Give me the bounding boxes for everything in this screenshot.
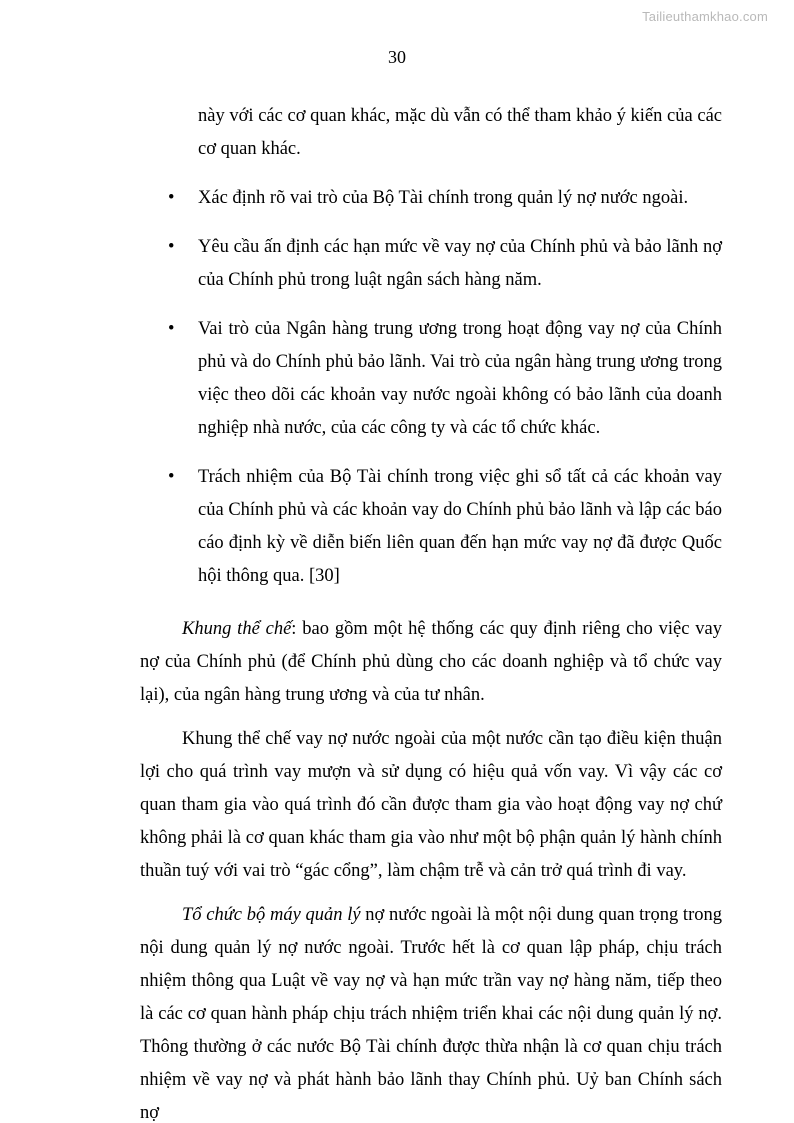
spacer <box>140 593 722 613</box>
paragraph-to-chuc-rest: nợ nước ngoài là một nội dung quan trọng trong nội dung quản lý nợ nước ngoài. Trước hết là cơ quan lập pháp, chịu trách nhiệm thông qua Luật về vay nợ và hạn mức trần vay nợ hàng năm, tiếp theo là các cơ quan hành pháp chịu trách nhiệm triển khai các nội dung quản lý nợ. Thông thường ở các nước Bộ Tài chính được thừa nhận là cơ quan chịu trách nhiệm về vay nợ và phát hành bảo lãnh thay Chính phủ. Uỷ ban Chính sách nợ <box>140 905 722 1123</box>
spacer <box>140 166 722 182</box>
watermark-text: Tailieuthamkhao.com <box>642 9 768 24</box>
list-item <box>140 313 722 445</box>
spacer <box>140 712 722 723</box>
list-item-text: Xác định rõ vai trò của Bộ Tài chính trong quản lý nợ nước ngoài. <box>198 188 689 208</box>
bullet-list <box>140 182 722 593</box>
page-number: 30 <box>388 47 406 67</box>
page-content <box>140 100 722 1123</box>
list-item <box>140 461 722 593</box>
bullet-icon: • <box>168 467 175 487</box>
term-to-chuc-bo-may: Tổ chức bộ máy quản lý <box>182 905 361 925</box>
paragraph-khung-the-che-body: Khung thể chế vay nợ nước ngoài của một nước cần tạo điều kiện thuận lợi cho quá trình vay mượn và sử dụng có hiệu quả vốn vay. Vì vậy các cơ quan tham gia vào quá trình đó cần được tham gia vào hoạt động vay nợ chứ không phải là cơ quan khác tham gia vào như một bộ phận quản lý hành chính thuần tuý với vai trò “gác cổng”, làm chậm trễ và cản trở quá trình đi vay. <box>140 729 722 881</box>
term-khung-the-che: Khung thể chế <box>182 619 292 639</box>
bullet-icon: • <box>168 237 175 257</box>
bullet-icon: • <box>168 188 175 208</box>
paragraph-khung-the-che <box>140 613 722 712</box>
list-item-text: Vai trò của Ngân hàng trung ương trong hoạt động vay nợ của Chính phủ và do Chính phủ bảo lãnh. Vai trò của ngân hàng trung ương trong việc theo dõi các khoản vay nước ngoài không có bảo lãnh của doanh nghiệp nhà nước, của các công ty và các tổ chức khác. <box>198 319 722 438</box>
list-item <box>140 231 722 297</box>
paragraph-khung-the-che-rest: : bao gồm một hệ thống các quy định riêng cho việc vay nợ của Chính phủ (để Chính phủ dùng cho các doanh nghiệp và tổ chức vay lại), của ngân hàng trung ương và của tư nhân. <box>140 619 722 705</box>
list-item-text: Trách nhiệm của Bộ Tài chính trong việc ghi sổ tất cả các khoản vay của Chính phủ và các khoản vay do Chính phủ bảo lãnh và lập các báo cáo định kỳ về diễn biến liên quan đến hạn mức vay nợ đã được Quốc hội thông qua. [30] <box>198 467 722 586</box>
continued-paragraph: này với các cơ quan khác, mặc dù vẫn có thể tham khảo ý kiến của các cơ quan khác. <box>198 106 722 159</box>
list-item <box>140 182 722 215</box>
spacer <box>140 888 722 899</box>
list-item-text: Yêu cầu ấn định các hạn mức về vay nợ của Chính phủ và bảo lãnh nợ của Chính phủ trong luật ngân sách hàng năm. <box>198 237 722 290</box>
bullet-icon: • <box>168 319 175 339</box>
paragraph-to-chuc-bo-may <box>140 899 722 1123</box>
